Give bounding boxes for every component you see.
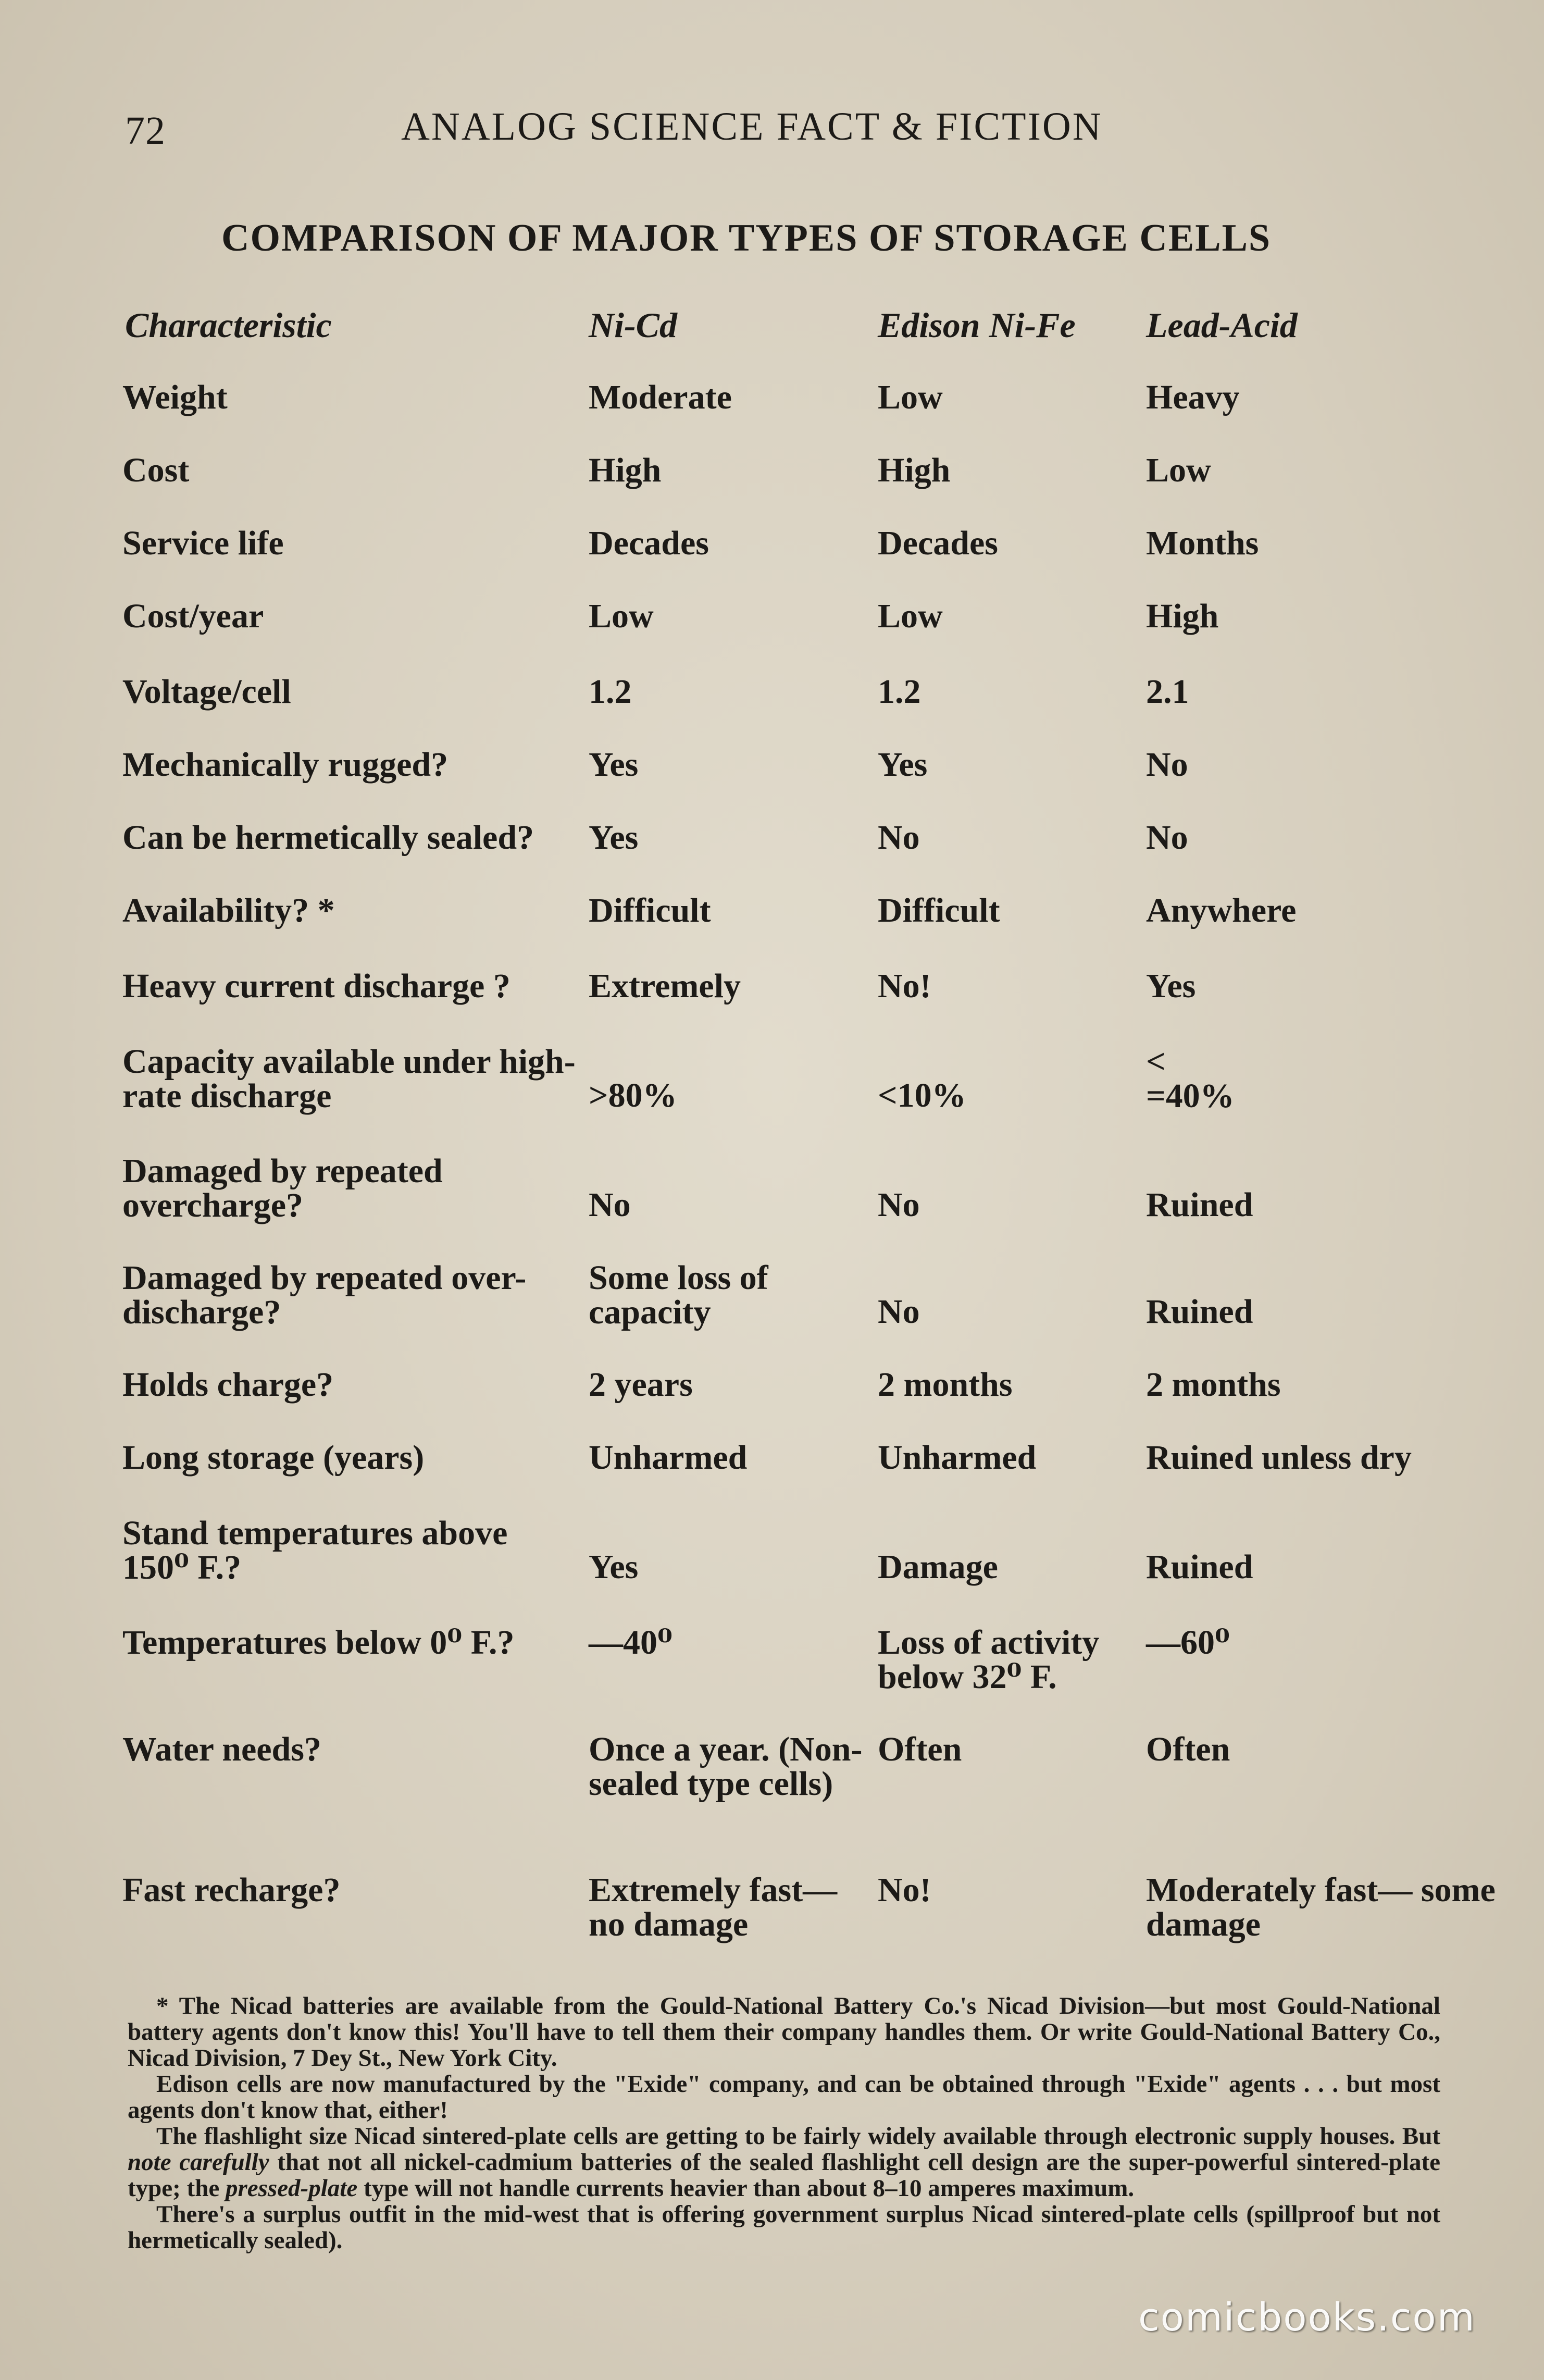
cell-nicd: Low [589,597,654,635]
cell-nicd: Yes [589,819,639,857]
cell-nicd: —40⁰ [589,1623,673,1662]
cell-characteristic: Temperatures below 0⁰ F.? [122,1623,515,1662]
cell-nicd: Extremely [589,967,741,1005]
column-header-lead-acid: Lead-Acid [1146,305,1298,345]
page-number: 72 [125,109,166,153]
cell-nicd: Extremely fast— no damage [589,1871,838,1943]
cell-characteristic: Can be hermetically sealed? [122,819,534,857]
cell-characteristic: Capacity available under high-rate discharge [122,1043,576,1115]
footnote-text: The flashlight size Nicad sintered-plate cells are getting to be fairly widely available through electronic supply houses. But [156,2123,1440,2150]
cell-nicd: Decades [589,524,709,562]
cell-edison-nife: Yes [878,746,928,784]
cell-edison-nife: Low [878,378,943,416]
cell-lead-acid: Ruined unless dry [1146,1439,1412,1477]
cell-lead-acid: 2.1 [1146,673,1189,711]
cell-lead-acid: High [1146,597,1219,635]
cell-edison-nife: Decades [878,524,998,562]
cell-lead-acid: Moderately fast— some damage [1146,1871,1496,1943]
cell-characteristic: Stand temperatures above 150⁰ F.? [122,1514,508,1586]
cell-lead-acid: 2 months [1146,1366,1281,1404]
cell-lead-acid: Ruined [1146,1186,1253,1224]
cell-characteristic: Water needs? [122,1730,321,1768]
cell-nicd: Difficult [589,891,711,929]
footnote-surplus: There's a surplus outfit in the mid-west that is offering government surplus Nicad sintered-plate cells (spillproof but not hermetically sealed). [128,2201,1440,2254]
watermark: comicbooks.com [1138,2295,1476,2340]
cell-edison-nife: No [878,1186,920,1224]
page-header [125,104,1167,162]
cell-nicd: 1.2 [589,673,632,711]
cell-characteristic: Fast recharge? [122,1871,341,1909]
cell-edison-nife: No [878,1293,920,1331]
cell-nicd: High [589,451,662,489]
cell-lead-acid: Often [1146,1730,1230,1768]
cell-characteristic: Damaged by repeated over-discharge? [122,1259,527,1331]
cell-characteristic: Holds charge? [122,1366,334,1404]
cell-lead-acid: No [1146,746,1188,784]
cell-nicd: Yes [589,1548,639,1586]
footnote-emphasis: pressed-plate [225,2175,358,2202]
cell-lead-acid: Yes [1146,967,1196,1005]
cell-characteristic: Cost [122,451,190,489]
cell-edison-nife: <10% [878,1076,966,1114]
cell-characteristic: Mechanically rugged? [122,746,449,784]
footnote-text: type will not handle currents heavier than about 8–10 amperes maximum. [357,2175,1135,2202]
cell-lead-acid: Months [1146,524,1259,562]
cell-nicd: Yes [589,746,639,784]
cell-nicd: Some loss of capacity [589,1259,768,1331]
footnote-emphasis: note carefully [128,2149,269,2176]
cell-lead-acid: Ruined [1146,1548,1253,1586]
column-header-nicd: Ni-Cd [589,305,677,345]
cell-edison-nife: Often [878,1730,962,1768]
cell-nicd: >80% [589,1076,677,1114]
cell-characteristic: Weight [122,378,228,416]
cell-nicd: Moderate [589,378,732,416]
cell-edison-nife: Unharmed [878,1439,1037,1477]
cell-nicd: Once a year. (Non-sealed type cells) [589,1730,863,1803]
cell-lead-acid: < =40% [1146,1043,1235,1115]
footnote-edison: Edison cells are now manufactured by the "Exide" company, and can be obtained through "Exide" agents . . . but most agents don't know that, either! [128,2071,1440,2124]
cell-lead-acid: Ruined [1146,1293,1253,1331]
cell-edison-nife: Difficult [878,891,1000,929]
cell-characteristic: Long storage (years) [122,1439,425,1477]
cell-edison-nife: 1.2 [878,673,921,711]
cell-lead-acid: Low [1146,451,1211,489]
cell-characteristic: Service life [122,524,284,562]
cell-lead-acid: Heavy [1146,378,1240,416]
footnotes [128,1993,1440,2253]
cell-lead-acid: —60⁰ [1146,1623,1230,1662]
cell-edison-nife: Loss of activity below 32⁰ F. [878,1623,1100,1696]
cell-edison-nife: No! [878,1871,931,1909]
cell-nicd: No [589,1186,631,1224]
cell-edison-nife: Damage [878,1548,998,1586]
cell-characteristic: Cost/year [122,597,264,635]
cell-characteristic: Heavy current discharge ? [122,967,510,1005]
cell-characteristic: Damaged by repeated overcharge? [122,1152,443,1224]
cell-edison-nife: 2 months [878,1366,1013,1404]
cell-lead-acid: Anywhere [1146,891,1297,929]
footnote-flashlight [128,2123,1440,2201]
cell-nicd: 2 years [589,1366,693,1404]
column-header-nife: Edison Ni-Fe [878,305,1076,345]
column-header-characteristic: Characteristic [125,305,332,345]
footnote-nicad: * The Nicad batteries are available from the Gould-National Battery Co.'s Nicad Division—but most Gould-National battery agents don't know this! You'll have to tell them their company handles them. Or write Gould-National Battery Co., Nicad Division, 7 Dey St., New York City. [128,1992,1440,2072]
cell-characteristic: Availability? * [122,891,335,929]
cell-lead-acid: No [1146,819,1188,857]
cell-characteristic: Voltage/cell [122,673,291,711]
table-title: COMPARISON OF MAJOR TYPES OF STORAGE CELLS [221,217,1272,259]
cell-edison-nife: Low [878,597,943,635]
cell-edison-nife: No! [878,967,931,1005]
cell-edison-nife: No [878,819,920,857]
magazine-title: ANALOG SCIENCE FACT & FICTION [401,105,1103,148]
cell-edison-nife: High [878,451,951,489]
footnote-text: that not all nickel-cadmium batteries of the sealed flashlight cell design are the super-powerful sintered-plate type; the [128,2149,1440,2202]
cell-nicd: Unharmed [589,1439,748,1477]
